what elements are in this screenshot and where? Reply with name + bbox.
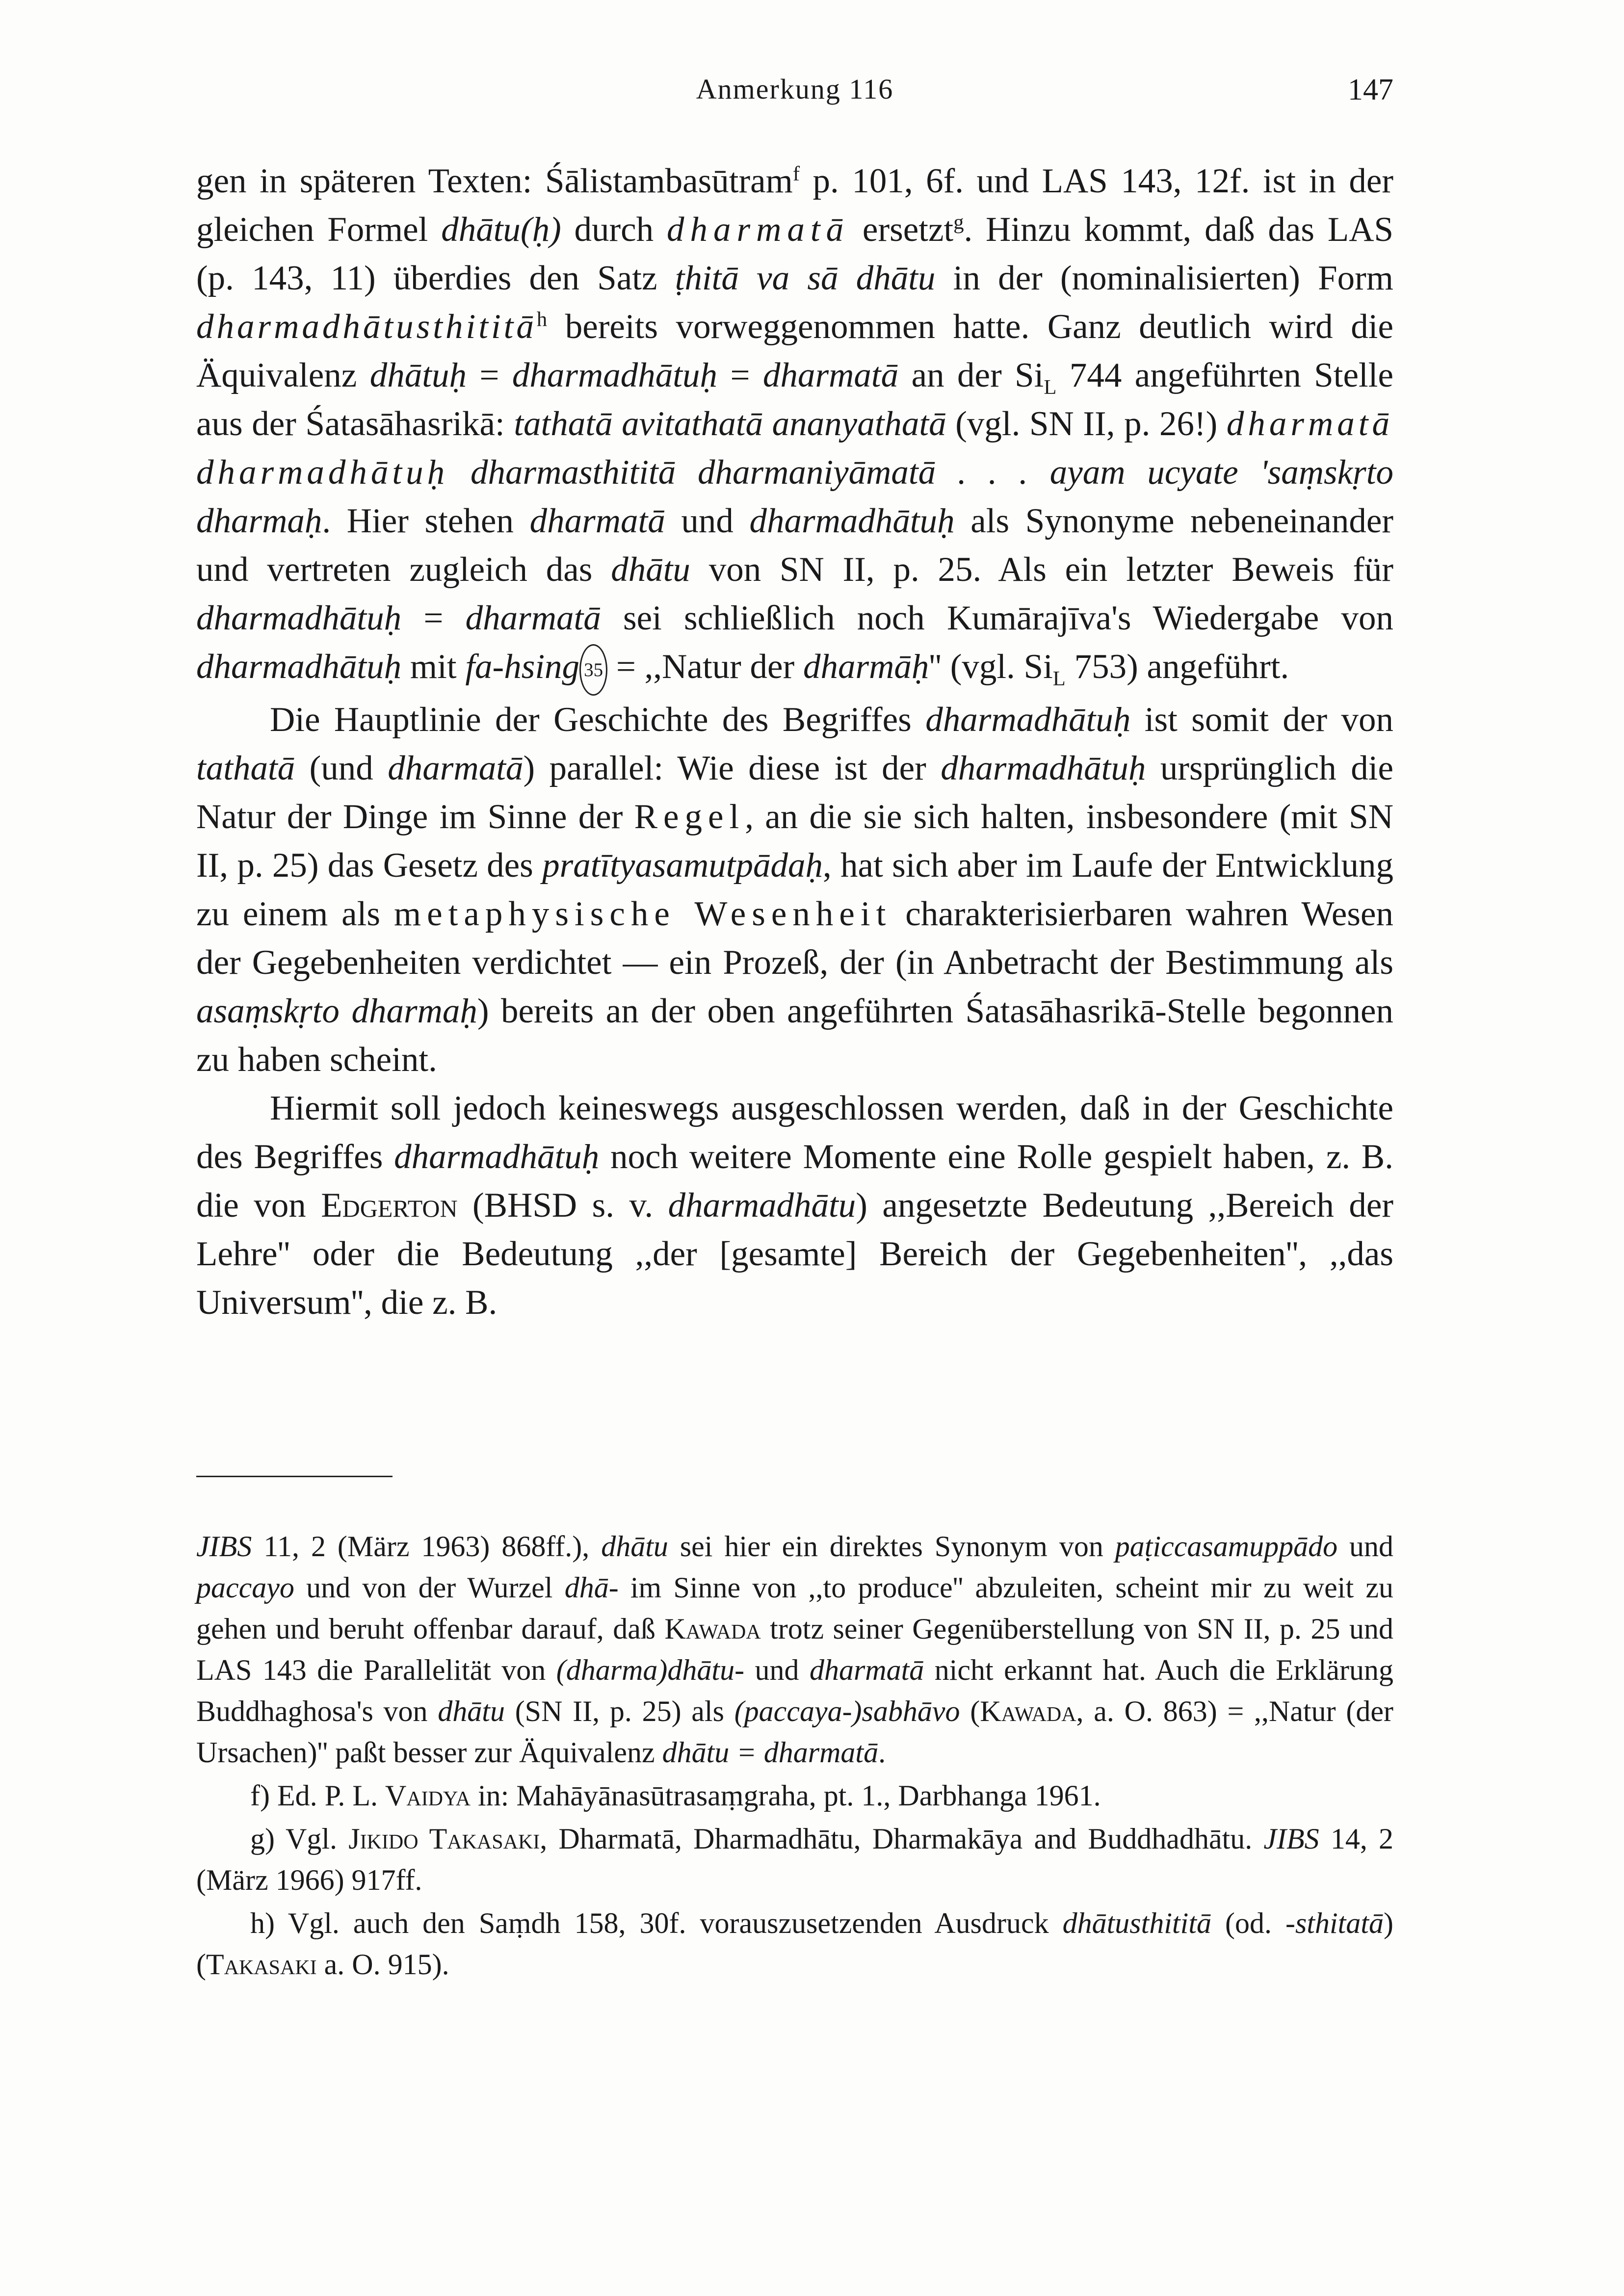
term: dharmadhātuḥ xyxy=(512,356,718,394)
page-number: 147 xyxy=(1348,73,1393,106)
text-run: ) angesetzte Bedeutung ,,Bereich der Lehre'' oder die Bedeutung ,,der [gesamte] Bereich der Gegebenheiten'', ,,das Universum'', die z. B. xyxy=(196,1186,1393,1322)
term-spaced: dharmatā xyxy=(666,210,850,249)
text-run: 11, 2 (März 1963) 868ff.), xyxy=(252,1530,602,1563)
term: dharmadhātuḥ xyxy=(941,749,1146,788)
term: (paccaya-)sabhāvo xyxy=(734,1695,960,1727)
text-run: , a. O. 863) = ,,Natur (der Ursachen)'' paßt besser zur Äquivalenz xyxy=(196,1695,1393,1769)
text-run: noch weitere Momente eine Rolle gespielt haben, z. B. die von xyxy=(196,1138,1393,1225)
text-run: . Hier stehen xyxy=(322,502,530,540)
text-run: p. 101, 6f. und LAS 143, 12f. ist in der gleichen Formel xyxy=(196,162,1393,249)
text-run: nicht erkannt hat. Auch die Erklärung Buddhaghosa's von xyxy=(196,1654,1394,1727)
text-run: (vgl. SN II, p. 26!) xyxy=(946,405,1227,443)
text-run: = xyxy=(466,356,512,394)
text-run: 753) angeführt. xyxy=(1065,648,1289,686)
text-run: g) Vgl. xyxy=(250,1823,349,1855)
text-run: (od. xyxy=(1211,1907,1285,1939)
text-run: ist somit der von xyxy=(1130,701,1393,739)
text-run: in: Mahāyānasūtrasaṃgraha, pt. 1., Darbhanga 1961. xyxy=(470,1779,1101,1812)
term: (dharma)dhātu- xyxy=(556,1654,745,1686)
term: dharmatā xyxy=(465,599,601,637)
footnote-ref-h: h xyxy=(536,308,548,331)
term: dhātu(ḥ) xyxy=(441,210,561,249)
term: dharmadhātuḥ xyxy=(394,1138,600,1176)
footnote-ref-f: f xyxy=(792,162,800,185)
text-run: h) Vgl. auch den Saṃdh 158, 30f. vorauszusetzenden Ausdruck xyxy=(250,1907,1063,1939)
footnote-f xyxy=(196,1775,1393,1816)
text-run: = ,,Natur der xyxy=(607,648,803,686)
text-run: bereits vorweggenommen hatte. Ganz deutlich wird die Äquivalenz xyxy=(196,308,1393,394)
text-run: (und xyxy=(295,749,388,788)
text-run: , Dharmatā, Dharmadhātu, Dharmakāya and Buddhadhātu. xyxy=(540,1823,1264,1855)
text-run: in der (nominalisierten) Form xyxy=(935,259,1393,297)
term: -sthitatā xyxy=(1285,1907,1384,1939)
text-run: und xyxy=(665,502,750,540)
text-run: (BHSD s. v. xyxy=(457,1186,668,1225)
term-spaced: dharmadhātusthititā xyxy=(196,308,537,346)
text-run: '' (vgl. Si xyxy=(929,648,1053,686)
term: dharmatā xyxy=(529,502,665,540)
footnote-separator xyxy=(196,1476,393,1477)
text-run: ) parallel: Wie diese ist der xyxy=(523,749,941,788)
term: dharmatā xyxy=(388,749,524,788)
term: tathatā xyxy=(196,749,295,788)
term: dhātusthititā xyxy=(1062,1907,1211,1939)
term: dharmadhātu xyxy=(668,1186,856,1225)
text-run: . Hinzu kommt, daß das LAS (p. 143, 11) überdies den Satz xyxy=(196,210,1393,297)
journal-abbrev: JIBS xyxy=(1263,1823,1319,1855)
term: dhātu xyxy=(438,1695,505,1727)
term: dharmadhātuḥ xyxy=(749,502,955,540)
text-run: sei hier ein direktes Synonym von xyxy=(668,1530,1115,1563)
text-run: ersetzt xyxy=(849,210,954,249)
text-run: im Sinne von ,,to produce'' abzuleiten, scheint mir zu weit zu gehen und beruht offenbar darauf, daß xyxy=(196,1571,1393,1645)
text-run: f) Ed. P. L. xyxy=(250,1779,385,1812)
circled-number: 35 xyxy=(579,644,607,696)
running-head: Anmerkung 116 xyxy=(696,73,894,105)
author-name: Vaidya xyxy=(385,1779,471,1812)
text-run: als Synonyme nebeneinander und vertreten zugleich das xyxy=(196,502,1394,589)
term: dhātu xyxy=(611,550,690,589)
paragraph-2 xyxy=(196,696,1393,1084)
text-run: ( xyxy=(960,1695,980,1727)
text-run xyxy=(448,453,471,492)
term: dharmasthititā dharmaniyāmatā . . . ayam ucyate 'saṃskṛto dharmaḥ xyxy=(196,453,1394,540)
term: ṭhitā va sā dhātu xyxy=(675,259,936,297)
term: dharmatā xyxy=(809,1654,924,1686)
text-run: . xyxy=(878,1736,886,1769)
term: dharmadhātuḥ xyxy=(196,599,402,637)
footnote-g xyxy=(196,1818,1393,1901)
text-run: trotz seiner Gegenüberstellung von SN II, p. 25 und LAS 143 die Parallelität von xyxy=(196,1613,1393,1686)
text-run: und xyxy=(744,1654,810,1686)
footnote-ref-g: g xyxy=(953,210,964,234)
term: dharmadhātuḥ xyxy=(925,701,1131,739)
term: pratītyasamutpādaḥ xyxy=(542,846,823,885)
term: dharmadhātuḥ xyxy=(196,648,402,686)
text-run: ) ( xyxy=(196,1907,1393,1981)
spaced-emphasis: metaphysische Wesenheit xyxy=(393,895,892,934)
author-name: Jikido Takasaki xyxy=(348,1823,540,1855)
term: dharmatā xyxy=(763,356,899,394)
text-run: 744 angeführten Stelle aus der Śatasāhasrikā: xyxy=(196,356,1394,443)
text-run: (SN II, p. 25) als xyxy=(504,1695,734,1727)
text-run: a. O. 915). xyxy=(316,1948,449,1981)
text-run: = xyxy=(401,599,466,637)
paragraph-1 xyxy=(196,157,1393,696)
author-name: Kawada xyxy=(664,1613,761,1645)
journal-abbrev: JIBS xyxy=(196,1530,252,1563)
term: tathatā avitathatā ananyathatā xyxy=(514,405,946,443)
text-run: , an die sie sich halten, insbesondere (mit SN II, p. 25) das Gesetz des xyxy=(196,798,1393,885)
text-run: 14, 2 (März 1966) 917ff. xyxy=(196,1823,1393,1896)
term: fa-hsing xyxy=(465,648,580,686)
text-run: charakterisierbaren wahren Wesen der Gegebenheiten verdichtet — ein Prozeß, der (in Anbetracht der Bestimmung als xyxy=(196,895,1393,982)
text-run: Hiermit soll jedoch keineswegs ausgeschlossen werden, daß in der Geschichte des Begriffes xyxy=(196,1089,1393,1176)
author-name: Edgerton xyxy=(321,1186,458,1225)
text-run: durch xyxy=(561,210,667,249)
term: dhātu = dharmatā xyxy=(662,1736,879,1769)
term-spaced: dharmatā dharmadhātuḥ xyxy=(196,405,1394,492)
text-run: sei schließlich noch Kumārajīva's Wiedergabe von xyxy=(601,599,1393,637)
term: paṭiccasamuppādo xyxy=(1115,1530,1338,1563)
term: dhā- xyxy=(564,1571,619,1604)
text-run: und xyxy=(1337,1530,1394,1563)
text-run: von SN II, p. 25. Als ein letzter Beweis für xyxy=(690,550,1393,589)
text-run: mit xyxy=(401,648,466,686)
subscript: L xyxy=(1044,376,1057,399)
text-run: ursprünglich die Natur der Dinge im Sinne der xyxy=(196,749,1393,836)
term: dhātu xyxy=(601,1530,668,1563)
spaced-emphasis: Regel xyxy=(634,798,745,836)
text-run: Die Hauptlinie der Geschichte des Begriffes xyxy=(270,701,926,739)
author-name: Kawada xyxy=(980,1695,1076,1727)
text-run: an der Si xyxy=(898,356,1044,394)
text-run: gen in späteren Texten: Śālistambasūtram xyxy=(196,162,793,200)
text-run: , hat sich aber im Laufe der Entwicklung zu einem als xyxy=(196,846,1394,934)
subscript: L xyxy=(1052,667,1066,691)
term: paccayo xyxy=(196,1571,294,1604)
text-run: ) bereits an der oben angeführten Śatasāhasrikā-Stelle begonnen zu haben scheint. xyxy=(196,992,1393,1079)
term: dharmāḥ xyxy=(803,648,929,686)
term: dhātuḥ xyxy=(369,356,467,394)
footnote-continuation xyxy=(196,1526,1393,1773)
author-name: Takasaki xyxy=(206,1948,317,1981)
text-run: = xyxy=(717,356,763,394)
footnotes xyxy=(196,1526,1393,1987)
main-text xyxy=(196,157,1393,1327)
footnote-h xyxy=(196,1903,1393,1985)
paragraph-3 xyxy=(196,1084,1393,1327)
text-run: und von der Wurzel xyxy=(294,1571,565,1604)
term: asaṃskṛto dharmaḥ xyxy=(196,992,477,1031)
page-header xyxy=(196,73,1393,112)
